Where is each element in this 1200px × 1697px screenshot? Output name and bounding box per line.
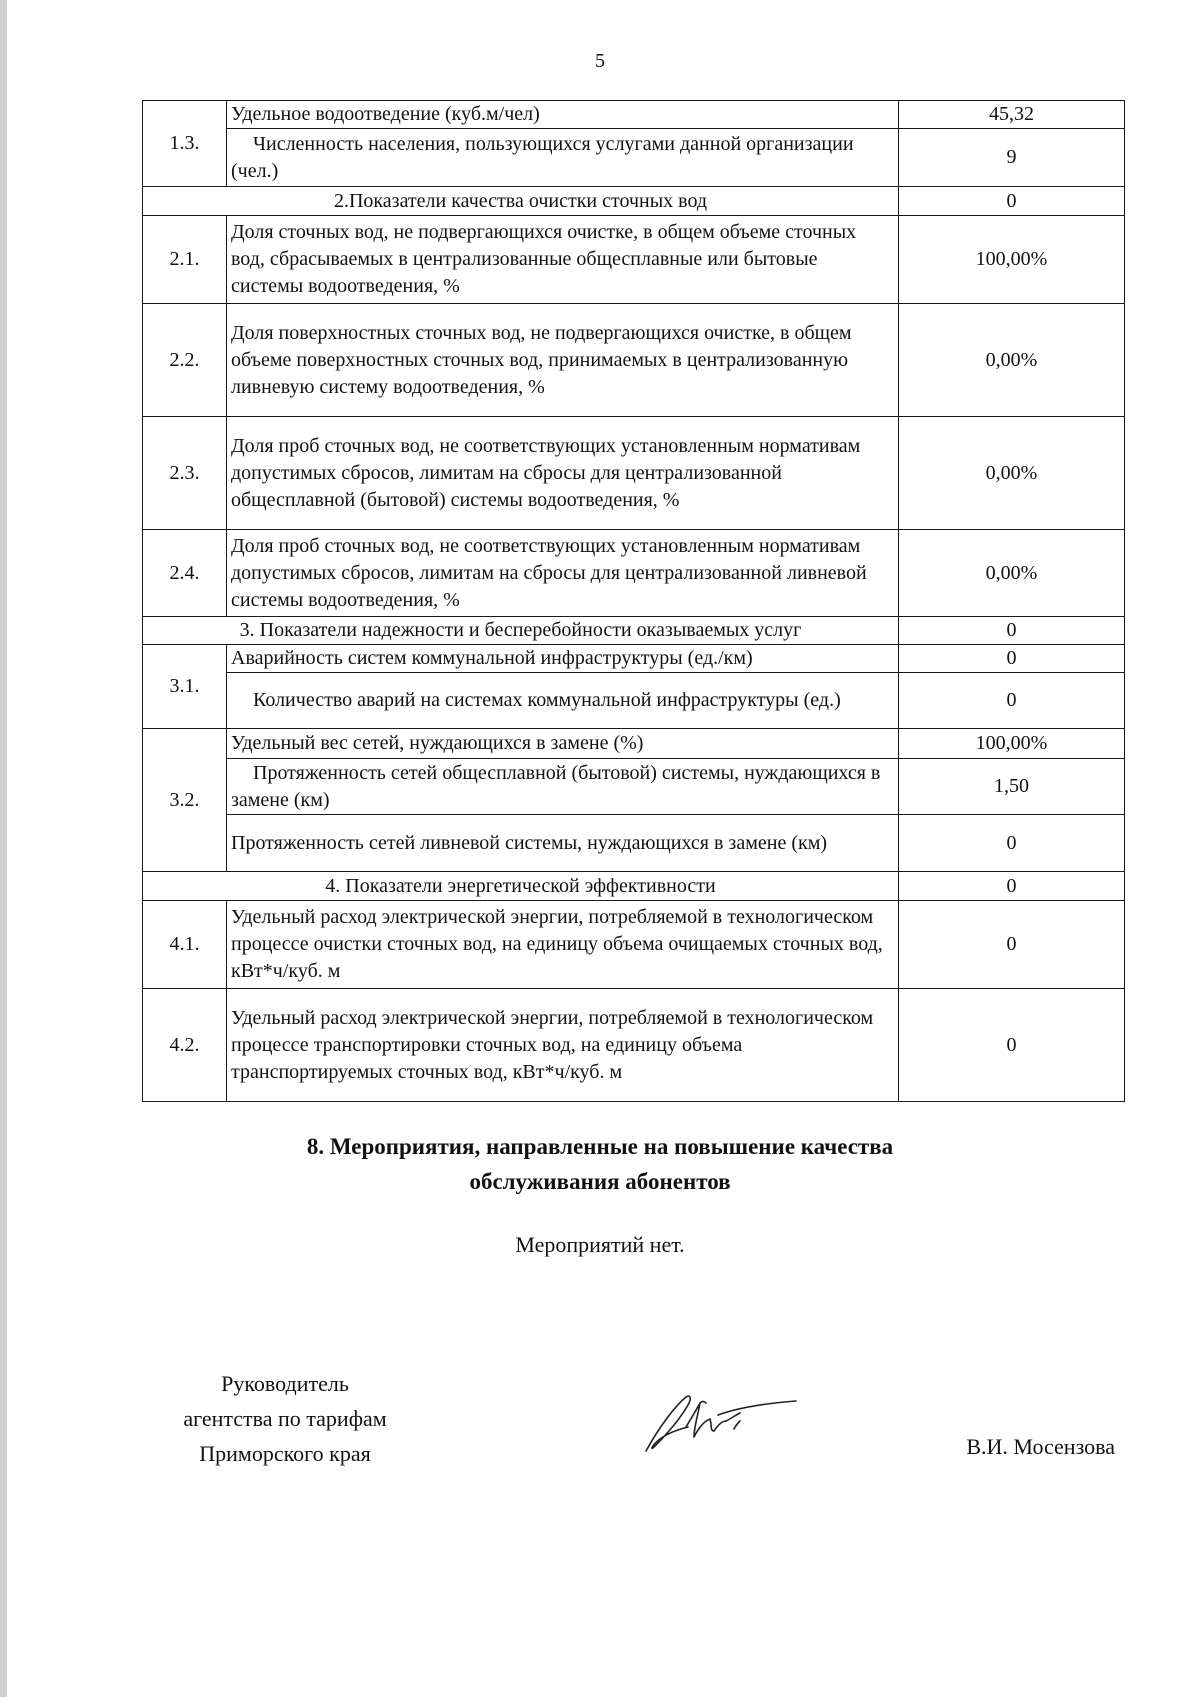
section-header-row bbox=[143, 617, 1125, 645]
indicator-value: 0,00% bbox=[899, 304, 1125, 417]
indicator-name: Доля проб сточных вод, не соответствующих установленным нормативам допустимых сбросов, лимитам на сбросы для централизованной общесплавной (бытовой) системы водоотведения, % bbox=[227, 417, 899, 530]
indicator-value: 1,50 bbox=[899, 759, 1125, 815]
table-row bbox=[143, 759, 1125, 815]
handwritten-signature bbox=[640, 1385, 800, 1460]
section-heading: 4. Показатели энергетической эффективности bbox=[143, 872, 899, 901]
section-header-row bbox=[143, 872, 1125, 901]
table-row bbox=[143, 989, 1125, 1102]
indicator-value: 100,00% bbox=[899, 216, 1125, 304]
indicator-name: Доля проб сточных вод, не соответствующих установленным нормативам допустимых сбросов, лимитам на сбросы для централизованной ливневой системы водоотведения, % bbox=[227, 530, 899, 617]
table-row bbox=[143, 304, 1125, 417]
section-8-title-line-1: 8. Мероприятия, направленные на повышение качества bbox=[306, 1134, 894, 1159]
row-number: 4.2. bbox=[143, 989, 227, 1102]
section-heading: 3. Показатели надежности и бесперебойности оказываемых услуг bbox=[143, 617, 899, 645]
row-number: 1.3. bbox=[143, 101, 227, 187]
indicator-name: Численность населения, пользующихся услугами данной организации (чел.) bbox=[227, 129, 899, 187]
indicator-value: 45,32 bbox=[899, 101, 1125, 129]
indicator-value: 9 bbox=[899, 129, 1125, 187]
table-row bbox=[143, 815, 1125, 872]
signatory-position bbox=[120, 1366, 450, 1471]
indicator-value: 0 bbox=[899, 989, 1125, 1102]
indicator-name: Удельный вес сетей, нуждающихся в замене (%) bbox=[227, 729, 899, 759]
indicator-name: Количество аварий на системах коммунальной инфраструктуры (ед.) bbox=[227, 673, 899, 729]
table-row bbox=[143, 216, 1125, 304]
indicator-value: 0 bbox=[899, 901, 1125, 989]
table-row bbox=[143, 417, 1125, 530]
table-row bbox=[143, 901, 1125, 989]
indicator-value: 0 bbox=[899, 617, 1125, 645]
indicator-value: 100,00% bbox=[899, 729, 1125, 759]
indicator-value: 0 bbox=[899, 187, 1125, 216]
indicator-value: 0 bbox=[899, 815, 1125, 872]
scan-edge bbox=[0, 0, 7, 1697]
table-row bbox=[143, 645, 1125, 673]
section-8-title bbox=[160, 1129, 1040, 1199]
indicator-name: Удельный расход электрической энергии, потребляемой в технологическом процессе транспортировки сточных вод, на единицу объема транспортируемых сточных вод, кВт*ч/куб. м bbox=[227, 989, 899, 1102]
row-number: 4.1. bbox=[143, 901, 227, 989]
indicator-value: 0 bbox=[899, 673, 1125, 729]
signatory-name: В.И. Мосензова bbox=[966, 1434, 1115, 1459]
section-heading: 2.Показатели качества очистки сточных вод bbox=[143, 187, 899, 216]
row-number: 2.2. bbox=[143, 304, 227, 417]
indicator-name: Протяженность сетей общесплавной (бытовой) системы, нуждающихся в замене (км) bbox=[227, 759, 899, 815]
section-8-title-line-2: обслуживания абонентов bbox=[469, 1169, 731, 1194]
indicator-value: 0 bbox=[899, 872, 1125, 901]
position-line-1: Руководитель bbox=[221, 1371, 349, 1396]
indicator-name: Доля сточных вод, не подвергающихся очистке, в общем объеме сточных вод, сбрасываемых в централизованные общесплавные или бытовые системы водоотведения, % bbox=[227, 216, 899, 304]
indicator-name: Удельное водоотведение (куб.м/чел) bbox=[227, 101, 899, 129]
section-header-row bbox=[143, 187, 1125, 216]
row-number: 2.4. bbox=[143, 530, 227, 617]
table-row bbox=[143, 101, 1125, 129]
indicators-table bbox=[142, 100, 1125, 1102]
table-row bbox=[143, 530, 1125, 617]
page-number: 5 bbox=[595, 50, 605, 72]
indicator-value: 0 bbox=[899, 645, 1125, 673]
row-number: 2.1. bbox=[143, 216, 227, 304]
table-row bbox=[143, 729, 1125, 759]
row-number: 2.3. bbox=[143, 417, 227, 530]
indicator-name: Аварийность систем коммунальной инфраструктуры (ед./км) bbox=[227, 645, 899, 673]
section-8-body: Мероприятий нет. bbox=[515, 1232, 685, 1257]
position-line-3: Приморского края bbox=[199, 1441, 371, 1466]
indicator-name: Протяженность сетей ливневой системы, нуждающихся в замене (км) bbox=[227, 815, 899, 872]
indicator-value: 0,00% bbox=[899, 530, 1125, 617]
row-number: 3.2. bbox=[143, 729, 227, 872]
table-row bbox=[143, 673, 1125, 729]
table-row bbox=[143, 129, 1125, 187]
indicator-name: Удельный расход электрической энергии, потребляемой в технологическом процессе очистки сточных вод, на единицу объема очищаемых сточных вод, кВт*ч/куб. м bbox=[227, 901, 899, 989]
indicator-value: 0,00% bbox=[899, 417, 1125, 530]
position-line-2: агентства по тарифам bbox=[183, 1406, 387, 1431]
row-number: 3.1. bbox=[143, 645, 227, 729]
indicator-name: Доля поверхностных сточных вод, не подвергающихся очистке, в общем объеме поверхностных сточных вод, принимаемых в централизованную ливневую систему водоотведения, % bbox=[227, 304, 899, 417]
